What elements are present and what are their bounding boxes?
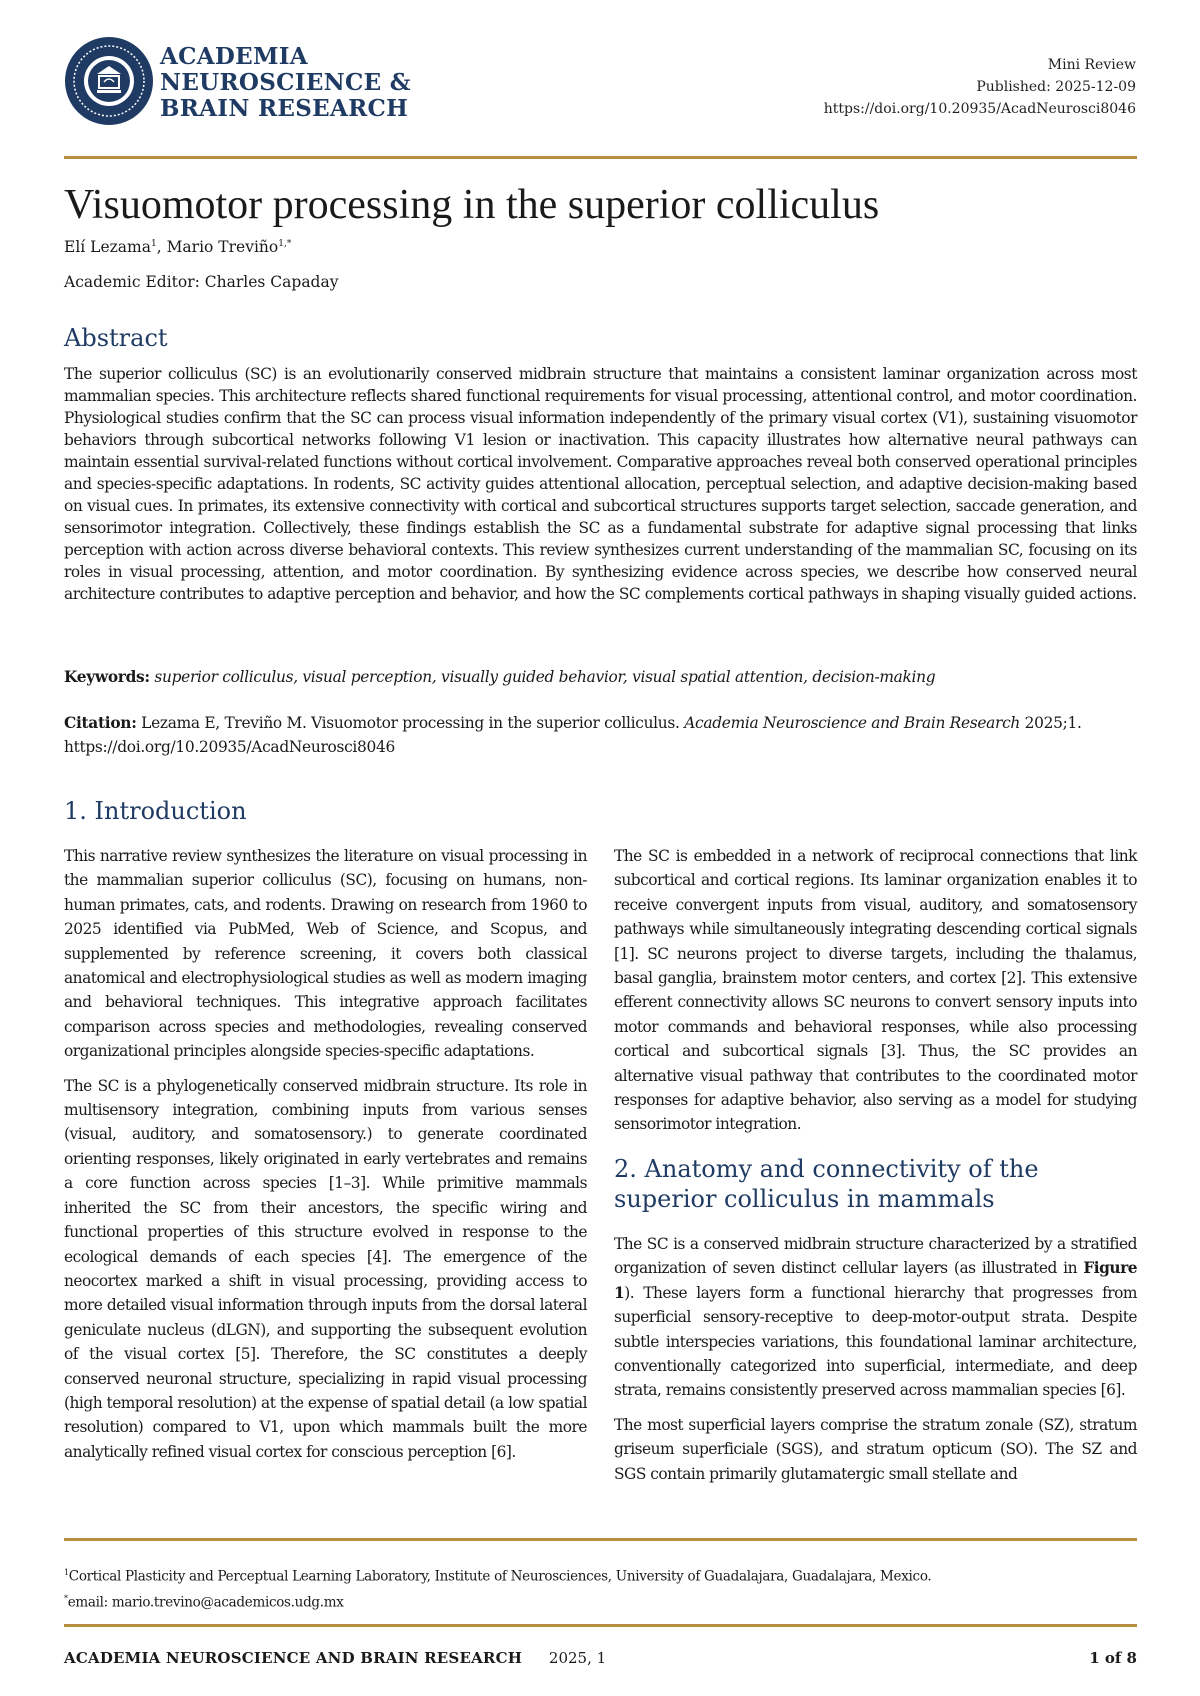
intro-heading: 1. Introduction [64,797,247,825]
anatomy-p1-end: ). These layers form a functional hierarchy that progresses from superficial sensory-receptive to deep-motor-output strata. Despite subtle interspecies variations, this foundational laminar architecture, conventionally categorized into superficial, intermediate, and deep strata, remains consistently preserved across mammalian species [6]. [614,1283,1137,1400]
keywords-label: Keywords: [64,668,150,686]
anatomy-paragraph-2: The most superficial layers comprise the stratum zonale (SZ), stratum griseum superficiale (SGS), and stratum opticum (SO). The SZ and SGS contain primarily glutamatergic small stellate and [614,1415,1137,1483]
author-separator: , [156,238,167,256]
journal-name [160,44,411,122]
footer-year: 2025, 1 [548,1649,607,1667]
footer-rule [64,1624,1137,1627]
intro-paragraph-2: The SC is a phylogenetically conserved midbrain structure. Its role in multisensory integration, combining inputs from various senses (visual, auditory, and somatosensory.) to generate coordinated orienting responses, likely originated in early vertebrates and remains a core function across species [1–3]. While primitive mammals inherited the SC from their ancestors, the specific wiring and functional properties of this structure evolved in response to the ecological demands of each species [4]. The emergence of the neocortex marked a shift in visual processing, providing access to more detailed visual information through inputs from the dorsal lateral geniculate nucleus (dLGN), and supporting the subsequent evolution of the visual cortex [5]. Therefore, the SC constitutes a deeply conserved neuronal structure, specializing in rapid visual processing (high temporal resolution) at the expense of spatial detail (a low spatial resolution) compared to V1, upon which mammals built the more analytically refined visual cortex for conscious perception [6]. [64,1076,587,1461]
anatomy-heading-line-1: 2. Anatomy and connectivity of the [614,1155,1039,1183]
anatomy-text [614,1232,1137,1496]
anatomy-p1-start: The SC is a conserved midbrain structure characterized by a stratified organization of seven distinct cellular layers (as illustrated in [614,1235,1137,1278]
anatomy-heading [614,1154,1137,1214]
doi-link[interactable]: https://doi.org/10.20935/AcadNeurosci8046 [823,101,1136,117]
article-meta [824,54,1136,120]
header-rule [64,156,1137,159]
author-1[interactable]: Elí Lezama [64,238,151,256]
email-mark: * [64,1593,68,1603]
keywords-text: superior colliculus, visual perception, visually guided behavior, visual spatial attention, decision-making [154,668,936,686]
article-type: Mini Review [1047,57,1136,73]
footnotes [64,1562,931,1613]
abstract-text: The superior colliculus (SC) is an evolutionarily conserved midbrain structure that maintains a consistent laminar organization across most mammalian species. This architecture reflects shared functional requirements for visual processing, attentional control, and motor coordination. Physiological studies confirm that the SC can process visual information independently of the primary visual cortex (V1), sustaining visuomotor behaviors through subcortical networks following V1 lesion or inactivation. This capacity illustrates how alternative neural pathways can maintain essential survival-related functions without cortical involvement. Comparative approaches reveal both conserved operational principles and species-specific adaptations. In rodents, SC activity guides attentional allocation, perceptual selection, and adaptive decision-making based on visual cues. In primates, its extensive connectivity with cortical and subcortical structures supports target selection, saccade generation, and sensorimotor integration. Collectively, these findings establish the SC as a fundamental substrate for adaptive signal processing that links perception with action across diverse behavioral contexts. This review synthesizes current understanding of the mammalian SC, focusing on its roles in visual processing, attention, and motor coordination. By synthesizing evidence across species, we describe how conserved neural architecture contributes to adaptive perception and behavior, and how the SC complements cortical pathways in shaping visually guided actions. [64,365,1137,603]
page-footer [64,1646,1137,1670]
authors [64,238,291,256]
journal-name-line-2: NEUROSCIENCE & [160,69,411,96]
email-footnote [64,1588,931,1614]
affiliation-mark: 1 [64,1568,69,1577]
citation [64,711,1137,759]
author-2[interactable]: Mario Treviño [166,238,279,256]
right-column [614,844,1137,1147]
footnote-rule [64,1538,1137,1541]
journal-logo-icon [64,36,154,126]
intro-paragraph-1: This narrative review synthesizes the literature on visual processing in the mammalian superior colliculus (SC), focusing on humans, non-human primates, cats, and rodents. Drawing on research from 1960 to 2025 identified via PubMed, Web of Science, and Scopus, and supplemented by reference screening, it covers both classical anatomical and electrophysiological studies as well as modern imaging and behavioral techniques. This integrative approach facilitates comparison across species and methodologies, revealing conserved organizational principles alongside species-specific adaptations. [64,847,587,1061]
anatomy-paragraph-1 [614,1232,1137,1403]
abstract-heading: Abstract [64,324,168,352]
figure-1-reference[interactable]: Figure 1 [614,1259,1137,1302]
article-title: Visuomotor processing in the superior colliculus [64,182,880,228]
author-2-affil: 1,* [278,238,292,249]
anatomy-heading-line-2: superior colliculus in mammals [614,1185,995,1213]
journal-name-line-1: ACADEMIA [160,43,308,70]
journal-name-line-3: BRAIN RESEARCH [160,95,409,122]
citation-label: Citation: [64,714,137,732]
author-1-affil: 1 [150,238,157,249]
citation-doi[interactable]: https://doi.org/10.20935/AcadNeurosci8046 [64,738,395,756]
keywords [64,666,1137,688]
citation-journal: Academia Neuroscience and Brain Research [684,714,1021,732]
academic-editor: Academic Editor: Charles Capaday [64,273,339,291]
left-column [64,844,587,1474]
published-date: Published: 2025-12-09 [976,79,1136,95]
intro-paragraph-3: The SC is embedded in a network of reciprocal connections that link subcortical and cortical regions. Its laminar organization enables it to receive convergent inputs from visual, auditory, and somatosensory pathways while simultaneously integrating descending cortical signals [1]. SC neurons project to diverse targets, including the thalamus, basal ganglia, brainstem motor centers, and cortex [2]. This extensive efferent connectivity allows SC neurons to convert sensory inputs into motor commands and behavioral responses, while also processing cortical and subcortical signals [3]. Thus, the SC provides an alternative visual pathway that contributes to the coordinated motor responses for adaptive behavior, also serving as a model for studying sensorimotor integration. [614,847,1137,1134]
affiliation-text: Cortical Plasticity and Perceptual Learning Laboratory, Institute of Neurosciences, University of Guadalajara, Guadalajara, Mexico. [68,1568,932,1585]
footer-journal: ACADEMIA NEUROSCIENCE AND BRAIN RESEARCH [64,1649,523,1667]
page-number: 1 of 8 [1089,1649,1137,1667]
affiliation-footnote [64,1562,931,1588]
citation-prefix: Lezama E, Treviño M. Visuomotor processing in the superior colliculus. [141,714,680,732]
email-text[interactable]: email: mario.trevino@academicos.udg.mx [67,1594,344,1610]
citation-suffix: 2025;1. [1024,714,1082,732]
